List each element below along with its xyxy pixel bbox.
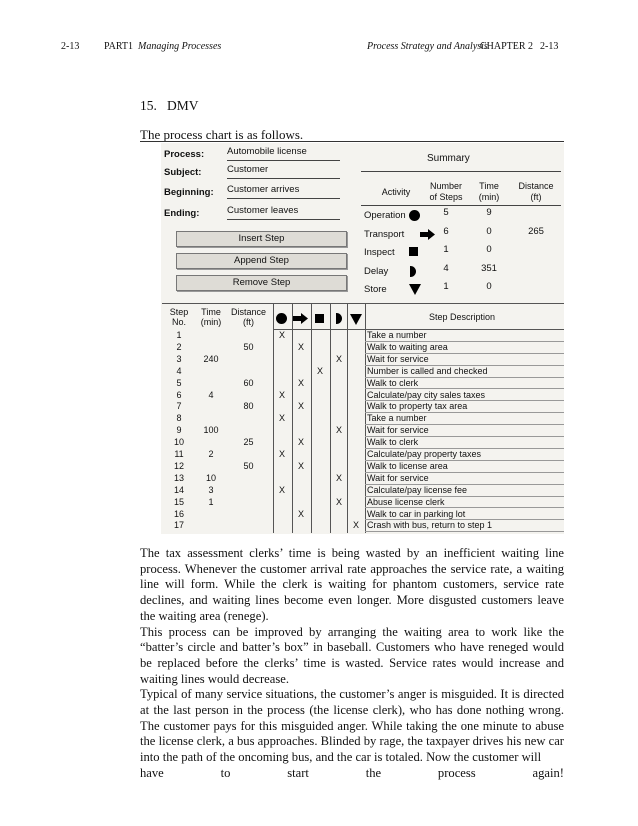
- step-distance: 50: [243, 341, 254, 352]
- summary-time: 0: [486, 244, 492, 255]
- table-row: [161, 425, 564, 437]
- table-row: [161, 413, 564, 425]
- step-description: Walk to clerk: [367, 437, 419, 448]
- ending-field[interactable]: Customer leaves: [227, 205, 340, 220]
- step-distance: 60: [243, 377, 254, 388]
- step-number: 17: [173, 520, 184, 531]
- step-number: 14: [173, 484, 184, 495]
- step-mark: X: [297, 377, 304, 388]
- running-subject: [367, 41, 488, 52]
- summary-activity: Delay: [364, 265, 389, 277]
- table-header-step: Step No.: [169, 307, 189, 327]
- step-mark: X: [278, 330, 285, 340]
- delay-icon: [410, 266, 416, 277]
- step-description: Wait for service: [367, 425, 429, 436]
- step-mark: X: [335, 472, 342, 483]
- step-mark: X: [352, 520, 359, 531]
- step-description: Walk to property tax area: [367, 401, 468, 412]
- step-description: Walk to clerk: [367, 377, 419, 388]
- summary-header-divider: [361, 205, 561, 206]
- step-description: Walk to license area: [367, 460, 448, 471]
- paragraph-2: This process can be improved by arranging the waiting area to work like the “batter’s circle and batter’s box” in baseball. Customers who have reneged would be replaced before the clerks’ time is wasted. Service rates would increase and waiting lines would decrease.: [140, 624, 564, 686]
- table-row: [161, 342, 564, 354]
- step-description: Walk to waiting area: [367, 341, 448, 352]
- step-number: 9: [176, 425, 182, 436]
- append-step-button[interactable]: Append Step: [176, 253, 347, 269]
- step-distance: 25: [243, 437, 254, 448]
- header-transport-icon: [293, 313, 308, 324]
- section-title: DMV: [167, 98, 199, 113]
- step-mark: X: [297, 508, 304, 519]
- step-time: 2: [208, 449, 214, 459]
- step-mark: X: [297, 401, 304, 412]
- summary-activity: Transport: [364, 228, 405, 240]
- step-mark: X: [335, 425, 342, 436]
- field-label-subject: Subject:: [164, 167, 202, 178]
- step-distance: 50: [243, 460, 254, 471]
- step-number: 13: [173, 472, 184, 483]
- process-field[interactable]: Automobile license: [227, 146, 340, 161]
- step-description: Number is called and checked: [367, 365, 488, 376]
- header-delay-icon: [336, 313, 342, 324]
- table-row: [161, 509, 564, 521]
- table-row: [161, 378, 564, 390]
- field-label-process: Process:: [164, 149, 205, 160]
- step-number: 12: [173, 460, 184, 471]
- summary-steps: 6: [443, 225, 449, 237]
- process-chart: [161, 143, 564, 534]
- summary-steps: 4: [443, 262, 449, 274]
- step-mark: X: [297, 341, 304, 352]
- summary-activity: Store: [364, 284, 387, 295]
- summary-steps: 1: [443, 244, 449, 255]
- step-mark: X: [278, 413, 285, 424]
- step-description: Wait for service: [367, 353, 429, 364]
- summary-header-distance: Distance (ft): [518, 181, 554, 202]
- field-label-ending: Ending:: [164, 208, 200, 219]
- step-description: Take a number: [367, 330, 427, 340]
- table-row: [161, 401, 564, 413]
- step-time: 240: [203, 353, 219, 364]
- row-line: [365, 531, 564, 532]
- table-row: [161, 497, 564, 509]
- step-number: 16: [173, 508, 184, 519]
- header-store-icon: [350, 314, 362, 325]
- step-number: 2: [176, 341, 182, 352]
- summary-steps: 5: [443, 207, 449, 218]
- step-mark: X: [278, 484, 285, 495]
- paragraph-1: The tax assessment clerks’ time is being wasted by an inefficient waiting line process. Whenever the customer arrival rate approaches the service rate, a waiting line will form. While the clerk is waiting for phantom customers, service rate declines, and waiting lines become even longer. More disgusted customers leave the waiting area (renege).: [140, 546, 564, 623]
- insert-step-button[interactable]: Insert Step: [176, 231, 347, 247]
- summary-header-steps: Number of Steps: [429, 181, 463, 202]
- step-mark: X: [335, 353, 342, 364]
- summary-header-activity: Activity: [381, 187, 411, 197]
- step-number: 8: [176, 413, 182, 424]
- step-description: Crash with bus, return to step 1: [367, 520, 493, 531]
- table-row: [161, 437, 564, 449]
- step-mark: X: [278, 449, 285, 459]
- table-row: [161, 461, 564, 473]
- step-mark: X: [316, 365, 323, 376]
- part-label: [104, 41, 221, 52]
- store-icon: [409, 284, 421, 295]
- beginning-field[interactable]: Customer arrives: [227, 184, 340, 199]
- step-number: 3: [176, 353, 182, 364]
- page-number-left: 2-13: [61, 41, 80, 52]
- section-intro: The process chart is as follows.: [140, 127, 304, 142]
- paragraph-3: Typical of many service situations, the customer’s anger is misguided. It is directed at the last person in the process (the license clerk), who has done nothing wrong. The customer pays for this misguided anger. While taking the one minute to abuse the license clerk, a bus approaches. Blinded by rage, the taxpayer drives his new car into the path of the oncoming bus, and the car is totaled. Now the customer will: [140, 687, 564, 765]
- table-row: [161, 449, 564, 461]
- step-mark: X: [335, 496, 342, 507]
- step-time: 10: [205, 472, 216, 483]
- step-description: Take a number: [367, 413, 427, 424]
- step-distance: 80: [243, 401, 254, 412]
- subject-title: Process Strategy and Analysis: [367, 41, 488, 52]
- page-number-right: 2-13: [540, 41, 559, 52]
- summary-activity: Inspect: [364, 247, 395, 258]
- summary-distance: 265: [528, 225, 544, 237]
- table-row: [161, 520, 564, 532]
- step-description: Calculate/pay city sales taxes: [367, 389, 486, 400]
- step-number: 5: [176, 377, 182, 388]
- table-header-time: Time (min): [200, 307, 222, 327]
- part-title: Managing Processes: [138, 41, 222, 52]
- step-mark: X: [297, 437, 304, 448]
- step-description: Walk to car in parking lot: [367, 508, 466, 519]
- header-inspect-icon: [315, 314, 324, 323]
- table-header-distance: Distance (ft): [230, 307, 266, 327]
- step-time: 3: [208, 484, 214, 495]
- header-operation-icon: [276, 313, 287, 324]
- summary-time: 0: [486, 281, 492, 292]
- step-time: 1: [208, 496, 214, 507]
- summary-time: 0: [486, 225, 492, 237]
- last-line-word: again!: [532, 765, 564, 780]
- summary-header-time: Time (min): [478, 181, 500, 202]
- body-text: [140, 546, 564, 782]
- step-number: 15: [173, 496, 184, 507]
- header-transport-icon-wrap: [293, 313, 308, 326]
- step-number: 4: [176, 365, 182, 376]
- summary-divider: [361, 171, 561, 172]
- step-number: 10: [173, 437, 184, 448]
- last-line-word: the: [365, 765, 382, 780]
- last-line-word: start: [287, 765, 309, 780]
- step-description: Wait for service: [367, 472, 429, 483]
- last-line-word: process: [437, 765, 476, 780]
- summary-time: 9: [486, 207, 492, 218]
- table-row: [161, 354, 564, 366]
- step-number: 1: [176, 330, 182, 340]
- last-line-word: have: [140, 765, 164, 780]
- operation-icon: [409, 210, 420, 221]
- paragraph-3-last-line: [140, 766, 564, 782]
- step-number: 7: [176, 401, 182, 412]
- step-mark: X: [297, 460, 304, 471]
- summary-steps: 1: [443, 281, 449, 292]
- table-row: [161, 366, 564, 378]
- step-description: Calculate/pay property taxes: [367, 449, 482, 459]
- step-time: 100: [203, 425, 219, 436]
- table-row: [161, 473, 564, 485]
- step-mark: X: [278, 389, 285, 400]
- section-heading: [140, 98, 199, 114]
- step-time: 4: [208, 389, 214, 400]
- subject-field[interactable]: Customer: [227, 164, 340, 179]
- chapter-label: CHAPTER 2: [480, 41, 534, 52]
- table-header-description: Step Description: [428, 312, 496, 322]
- step-number: 11: [174, 449, 184, 459]
- divider: [140, 141, 564, 142]
- summary-activity: Operation: [364, 210, 406, 221]
- table-row: [161, 390, 564, 402]
- section-number: 15.: [140, 98, 157, 113]
- remove-step-button[interactable]: Remove Step: [176, 275, 347, 291]
- summary-time: 351: [481, 262, 497, 274]
- step-description: Calculate/pay license fee: [367, 484, 468, 495]
- step-number: 6: [176, 389, 182, 400]
- field-label-beginning: Beginning:: [164, 187, 214, 198]
- summary-title: Summary: [427, 153, 470, 164]
- inspect-icon: [409, 247, 418, 256]
- part-number: PART1: [104, 41, 134, 52]
- last-line-word: to: [220, 765, 231, 780]
- table-top-line: [162, 303, 564, 304]
- table-row: [161, 485, 564, 497]
- step-description: Abuse license clerk: [367, 496, 445, 507]
- table-row: [161, 330, 564, 342]
